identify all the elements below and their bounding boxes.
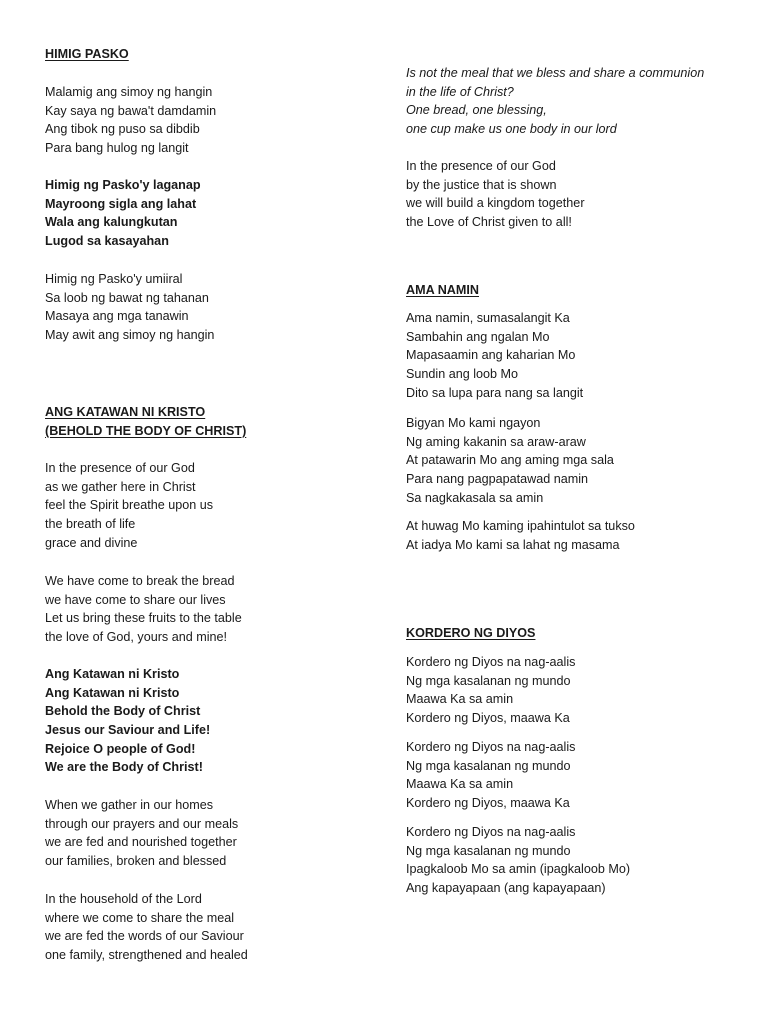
prayer-line: Kordero ng Diyos, maawa Ka xyxy=(406,796,570,811)
lyric-line: as we gather here in Christ xyxy=(45,479,196,494)
lyric-line: In the household of the Lord xyxy=(45,892,202,906)
lyric-line: Himig ng Pasko'y laganap xyxy=(45,178,201,192)
lyric-line: Para bang hulog ng langit xyxy=(45,141,189,156)
prayer-line: Sa nagkakasala sa amin xyxy=(406,490,544,505)
lyric-line: Masaya ang mga tanawin xyxy=(45,309,189,324)
katawan-verse-4 xyxy=(45,890,248,965)
section-title: HIMIG PASKO xyxy=(45,47,129,61)
prayer-line: Para nang pagpapatawad namin xyxy=(406,472,589,487)
katawan-continued-italic xyxy=(406,64,704,139)
lyric-line: In the presence of our God xyxy=(406,159,556,173)
lyric-line: Ang Katawan ni Kristo xyxy=(45,685,180,700)
prayer-line: Ng mga kasalanan ng mundo xyxy=(406,673,571,688)
lyric-line: Lugod sa kasayahan xyxy=(45,234,169,249)
section-title: KORDERO NG DIYOS xyxy=(406,626,536,640)
kordero-title xyxy=(406,624,535,643)
kordero-paragraph-2 xyxy=(406,738,575,813)
lyric-line: Ang Katawan ni Kristo xyxy=(45,667,180,681)
prayer-line: Ipagkaloob Mo sa amin (ipagkaloob Mo) xyxy=(406,862,631,877)
katawan-continued-verse xyxy=(406,157,585,232)
lyric-line: one cup make us one body in our lord xyxy=(406,122,617,137)
lyric-line: the Love of Christ given to all! xyxy=(406,215,572,230)
himig-pasko-verse-2 xyxy=(45,270,214,345)
lyric-line: our families, broken and blessed xyxy=(45,854,227,869)
katawan-verse-3 xyxy=(45,796,238,871)
prayer-line: Maawa Ka sa amin xyxy=(406,692,514,707)
lyric-line: In the presence of our God xyxy=(45,461,195,475)
lyric-line: Jesus our Saviour and Life! xyxy=(45,723,211,738)
prayer-line: At patawarin Mo ang aming mga sala xyxy=(406,453,614,468)
lyric-line: where we come to share the meal xyxy=(45,910,234,925)
lyric-line: we have come to share our lives xyxy=(45,592,226,607)
katawan-chorus xyxy=(45,665,210,777)
kordero-paragraph-3 xyxy=(406,823,630,898)
prayer-line: Kordero ng Diyos na nag-aalis xyxy=(406,740,576,754)
section-subtitle: (BEHOLD THE BODY OF CHRIST) xyxy=(45,423,247,438)
prayer-line: Ng aming kakanin sa araw-araw xyxy=(406,434,586,449)
lyric-line: When we gather in our homes xyxy=(45,798,214,812)
prayer-line: Ng mga kasalanan ng mundo xyxy=(406,843,571,858)
lyric-line: the love of God, yours and mine! xyxy=(45,630,228,645)
lyric-line: Sa loob ng bawat ng tahanan xyxy=(45,290,209,305)
lyric-line: we are fed and nourished together xyxy=(45,835,237,850)
lyric-line: Let us bring these fruits to the table xyxy=(45,611,242,626)
prayer-line: Maawa Ka sa amin xyxy=(406,777,514,792)
prayer-line: Sambahin ang ngalan Mo xyxy=(406,329,550,344)
lyric-line: Kay saya ng bawa't damdamin xyxy=(45,103,217,118)
lyric-line: one family, strengthened and healed xyxy=(45,948,248,963)
lyric-line: May awit ang simoy ng hangin xyxy=(45,328,215,343)
lyric-line: Ang tibok ng puso sa dibdib xyxy=(45,122,200,137)
lyric-line: Malamig ang simoy ng hangin xyxy=(45,85,213,99)
lyric-line: We are the Body of Christ! xyxy=(45,760,203,775)
ama-namin-paragraph-2 xyxy=(406,414,614,507)
prayer-line: Kordero ng Diyos na nag-aalis xyxy=(406,655,576,669)
lyric-line: Behold the Body of Christ xyxy=(45,704,201,719)
prayer-line: Ng mga kasalanan ng mundo xyxy=(406,758,571,773)
himig-pasko-title xyxy=(45,45,129,64)
himig-pasko-verse-1 xyxy=(45,83,216,158)
prayer-line: Dito sa lupa para nang sa langit xyxy=(406,385,584,400)
lyric-line: by the justice that is shown xyxy=(406,177,557,192)
lyric-line: we are fed the words of our Saviour xyxy=(45,929,244,944)
lyric-line: feel the Spirit breathe upon us xyxy=(45,498,214,513)
lyric-line: Wala ang kalungkutan xyxy=(45,215,178,230)
ama-namin-paragraph-1 xyxy=(406,309,583,402)
lyric-line: grace and divine xyxy=(45,535,138,550)
katawan-title xyxy=(45,403,246,440)
prayer-line: Kordero ng Diyos na nag-aalis xyxy=(406,825,576,839)
lyric-line: Is not the meal that we bless and share a communion xyxy=(406,66,705,80)
prayer-line: Bigyan Mo kami ngayon xyxy=(406,416,541,430)
ama-namin-title xyxy=(406,281,479,300)
lyric-line: the breath of life xyxy=(45,517,136,532)
prayer-line: Ang kapayapaan (ang kapayapaan) xyxy=(406,881,606,896)
lyric-line: Mayroong sigla ang lahat xyxy=(45,196,197,211)
ama-namin-paragraph-3 xyxy=(406,517,635,554)
section-title: AMA NAMIN xyxy=(406,283,479,297)
prayer-line: At iadya Mo kami sa lahat ng masama xyxy=(406,537,620,552)
prayer-line: At huwag Mo kaming ipahintulot sa tukso xyxy=(406,519,635,533)
lyric-line: we will build a kingdom together xyxy=(406,196,585,211)
prayer-line: Kordero ng Diyos, maawa Ka xyxy=(406,711,570,726)
katawan-verse-1 xyxy=(45,459,213,552)
lyric-line: in the life of Christ? xyxy=(406,84,514,99)
lyric-line: through our prayers and our meals xyxy=(45,816,239,831)
prayer-line: Sundin ang loob Mo xyxy=(406,367,519,382)
lyric-line: One bread, one blessing, xyxy=(406,103,547,118)
himig-pasko-chorus xyxy=(45,176,201,251)
katawan-verse-2 xyxy=(45,572,242,647)
section-title: ANG KATAWAN NI KRISTO xyxy=(45,405,206,419)
lyric-line: Himig ng Pasko'y umiiral xyxy=(45,272,183,286)
prayer-line: Mapasaamin ang kaharian Mo xyxy=(406,348,576,363)
prayer-line: Ama namin, sumasalangit Ka xyxy=(406,311,570,325)
kordero-paragraph-1 xyxy=(406,653,575,728)
lyric-line: Rejoice O people of God! xyxy=(45,741,196,756)
lyric-line: We have come to break the bread xyxy=(45,574,235,588)
